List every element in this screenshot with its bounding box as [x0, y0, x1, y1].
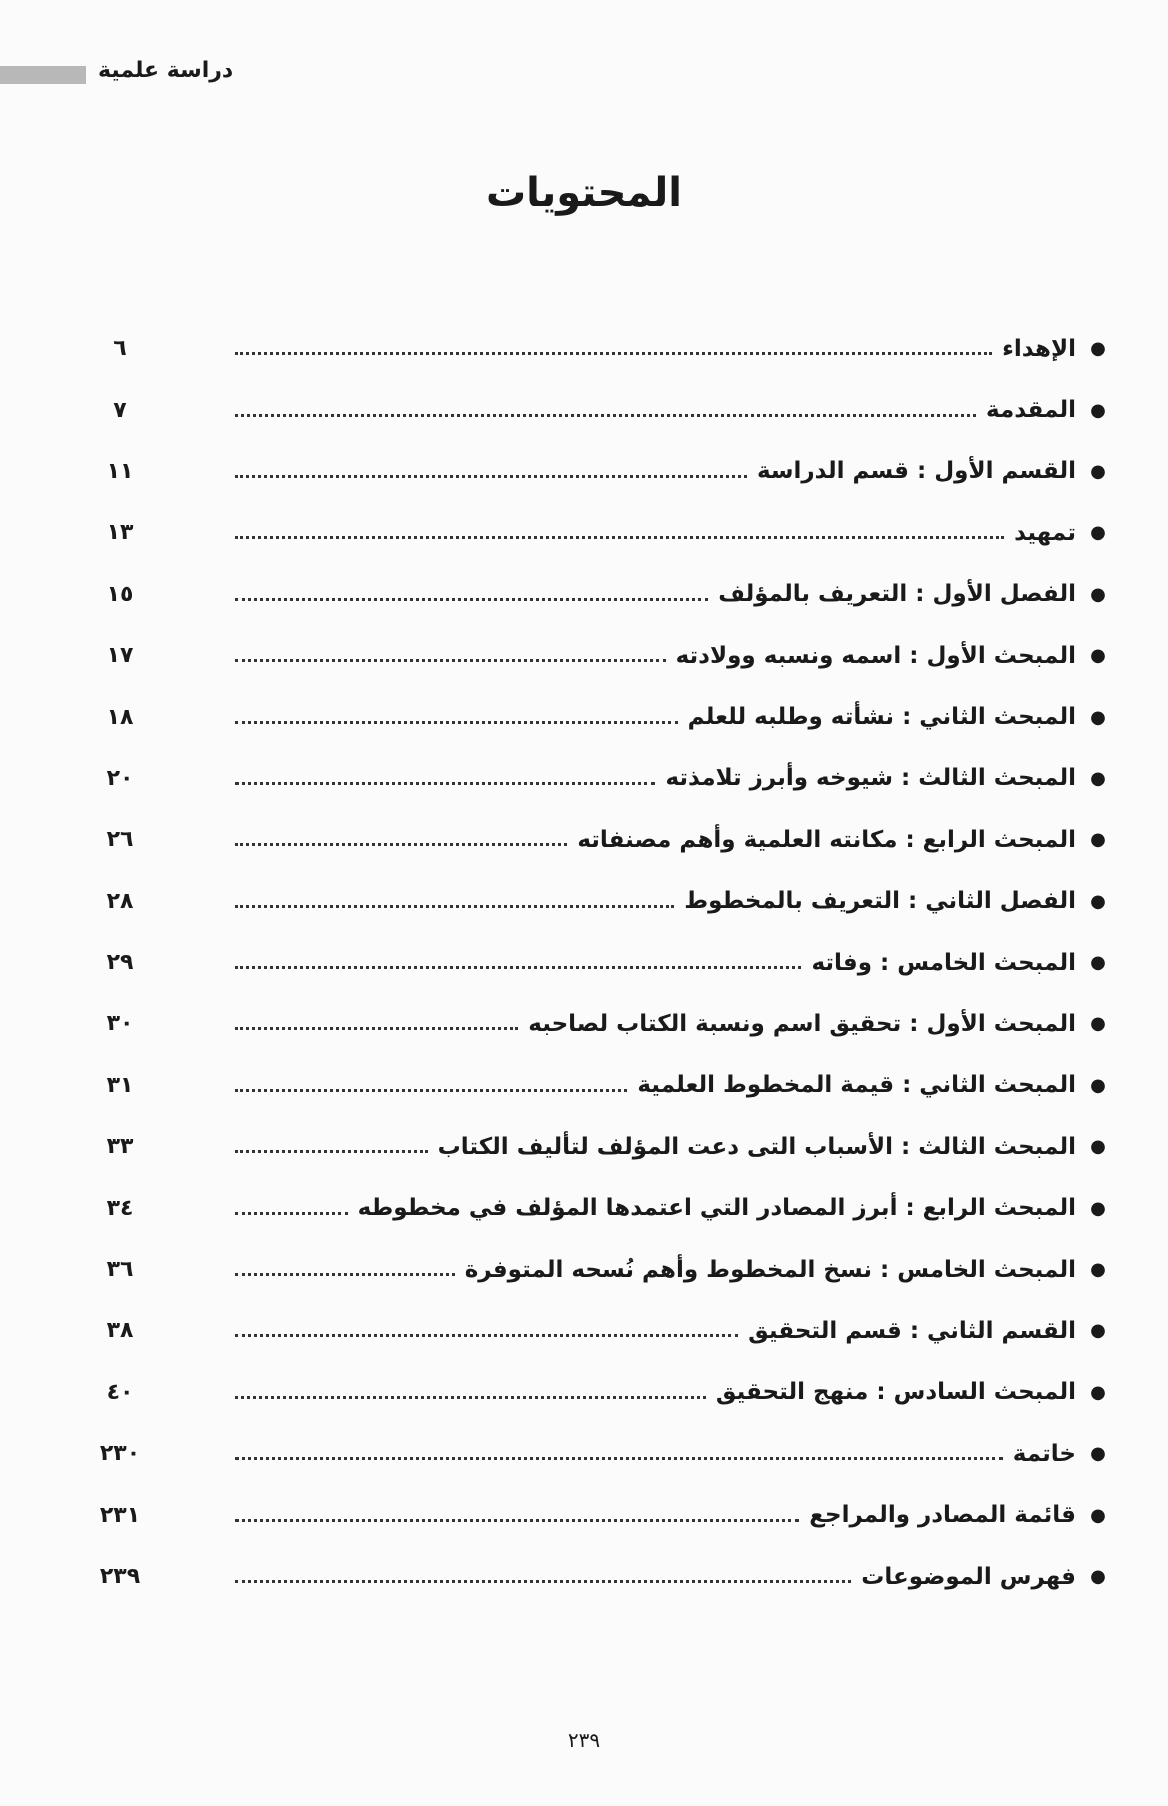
toc-entry — [85, 502, 1120, 563]
dot-leader — [235, 475, 747, 478]
toc-entry-label: الفصل الثاني : التعريف بالمخطوط — [684, 888, 1076, 915]
bullet-icon: ● — [1090, 1197, 1106, 1219]
toc-entry — [85, 441, 1120, 502]
toc-entry — [85, 1177, 1120, 1238]
bullet-icon: ● — [1090, 706, 1106, 728]
dot-leader — [235, 536, 1004, 539]
dot-leader — [235, 352, 992, 355]
toc-entry-page: ٢٩ — [106, 950, 134, 976]
bullet-icon: ● — [1090, 338, 1106, 360]
toc-entry — [85, 993, 1120, 1054]
dot-leader — [235, 1396, 706, 1399]
toc-entry-label: فهرس الموضوعات — [861, 1563, 1076, 1590]
dot-leader — [235, 1273, 455, 1276]
toc-entry-label: المبحث الخامس : وفاته — [811, 949, 1076, 976]
dot-leader — [235, 659, 666, 662]
dot-leader — [235, 782, 655, 785]
toc-entry-page: ١١ — [106, 458, 134, 484]
toc-entry-label: الفصل الأول : التعريف بالمؤلف — [718, 581, 1076, 608]
toc-entry-label: المبحث الأول : اسمه ونسبه وولادته — [675, 642, 1076, 669]
toc-entry — [85, 1116, 1120, 1177]
dot-leader — [235, 1334, 738, 1337]
toc-entry-label: القسم الأول : قسم الدراسة — [756, 458, 1076, 485]
dot-leader — [235, 1150, 428, 1153]
toc-entry — [85, 871, 1120, 932]
bullet-icon: ● — [1090, 1013, 1106, 1035]
table-of-contents — [85, 318, 1120, 1607]
toc-entry — [85, 1055, 1120, 1116]
toc-entry-label: المبحث الخامس : نسخ المخطوط وأهم نُسحه المتوفرة — [464, 1256, 1076, 1283]
toc-entry — [85, 686, 1120, 747]
toc-entry — [85, 625, 1120, 686]
bullet-icon: ● — [1090, 583, 1106, 605]
toc-entry-label: المبحث الثالث : شيوخه وأبرز تلامذته — [665, 765, 1076, 792]
toc-entry-label: المبحث الثالث : الأسباب التى دعت المؤلف لتأليف الكتاب — [437, 1133, 1076, 1160]
toc-entry-page: ٢٨ — [106, 888, 134, 914]
bullet-icon: ● — [1090, 645, 1106, 667]
dot-leader — [235, 1519, 799, 1522]
toc-entry — [85, 379, 1120, 440]
toc-entry-label: المبحث السادس : منهج التحقيق — [715, 1379, 1076, 1406]
page-number: ٢٣٩ — [567, 1728, 601, 1752]
toc-entry-label: القسم الثاني : قسم التحقيق — [748, 1317, 1076, 1344]
bullet-icon: ● — [1090, 1259, 1106, 1281]
dot-leader — [235, 905, 674, 908]
toc-entry — [85, 809, 1120, 870]
bullet-icon: ● — [1090, 1074, 1106, 1096]
dot-leader — [235, 843, 567, 846]
dot-leader — [235, 1212, 348, 1215]
toc-entry-label: المبحث الأول : تحقيق اسم ونسبة الكتاب لصاحبه — [528, 1010, 1076, 1037]
dot-leader — [235, 1027, 518, 1030]
bullet-icon: ● — [1090, 1381, 1106, 1403]
toc-entry-page: ٣٤ — [106, 1195, 134, 1221]
toc-entry-page: ٦ — [113, 336, 127, 362]
toc-entry-page: ٢٣٩ — [99, 1564, 141, 1589]
bullet-icon: ● — [1090, 890, 1106, 912]
running-title: دراسة علمية — [98, 58, 234, 83]
header-bar — [0, 66, 86, 84]
toc-entry — [85, 1239, 1120, 1300]
bullet-icon: ● — [1090, 1504, 1106, 1526]
toc-entry — [85, 1484, 1120, 1545]
dot-leader — [235, 414, 976, 417]
toc-entry — [85, 318, 1120, 379]
toc-entry-page: ٢٣٠ — [99, 1441, 141, 1467]
toc-entry-label: المبحث الرابع : مكانته العلمية وأهم مصنفاته — [577, 826, 1076, 853]
bullet-icon: ● — [1090, 1566, 1106, 1587]
bullet-icon: ● — [1090, 399, 1106, 421]
toc-entry-label: تمهيد — [1014, 519, 1076, 546]
toc-entry-page: ٣٨ — [106, 1318, 134, 1344]
toc-entry-page: ٢٠ — [106, 765, 134, 791]
toc-entry — [85, 748, 1120, 809]
toc-entry-page: ٣١ — [106, 1072, 134, 1098]
toc-entry — [85, 932, 1120, 993]
toc-entry-page: ٤٠ — [106, 1379, 134, 1405]
bullet-icon: ● — [1090, 1136, 1106, 1158]
toc-entry-page: ٣٣ — [106, 1134, 134, 1160]
bullet-icon: ● — [1090, 460, 1106, 482]
bullet-icon: ● — [1090, 522, 1106, 544]
toc-entry-page: ٣٠ — [106, 1011, 134, 1037]
dot-leader — [235, 1580, 851, 1583]
toc-entry-label: المبحث الثاني : نشأته وطلبه للعلم — [687, 704, 1076, 731]
toc-entry-label: المقدمة — [986, 397, 1076, 424]
toc-entry — [85, 564, 1120, 625]
dot-leader — [235, 721, 678, 724]
dot-leader — [235, 966, 801, 969]
dot-leader — [235, 1457, 1003, 1460]
toc-entry — [85, 1546, 1120, 1607]
toc-entry-page: ١٨ — [106, 704, 134, 730]
dot-leader — [235, 1089, 627, 1092]
toc-entry-page: ٣٦ — [106, 1257, 134, 1283]
toc-entry-label: خاتمة — [1012, 1440, 1076, 1467]
toc-entry-page: ٢٣١ — [99, 1502, 141, 1528]
dot-leader — [235, 598, 708, 601]
toc-entry — [85, 1362, 1120, 1423]
toc-entry — [85, 1300, 1120, 1361]
bullet-icon: ● — [1090, 952, 1106, 974]
toc-entry-label: قائمة المصادر والمراجع — [809, 1502, 1076, 1529]
toc-entry-page: ٢٦ — [106, 827, 134, 853]
bullet-icon: ● — [1090, 1320, 1106, 1342]
bullet-icon: ● — [1090, 1443, 1106, 1465]
toc-entry-page: ١٣ — [106, 520, 134, 546]
page-title: المحتويات — [485, 170, 682, 216]
toc-entry-label: المبحث الثاني : قيمة المخطوط العلمية — [637, 1072, 1076, 1099]
toc-entry-label: الإهداء — [1002, 335, 1076, 362]
bullet-icon: ● — [1090, 829, 1106, 851]
toc-entry-page: ١٧ — [106, 643, 134, 669]
toc-entry — [85, 1423, 1120, 1484]
bullet-icon: ● — [1090, 767, 1106, 789]
toc-entry-label: المبحث الرابع : أبرز المصادر التي اعتمدها المؤلف في مخطوطه — [357, 1195, 1076, 1222]
toc-entry-page: ٧ — [113, 397, 127, 423]
toc-entry-page: ١٥ — [106, 581, 134, 607]
